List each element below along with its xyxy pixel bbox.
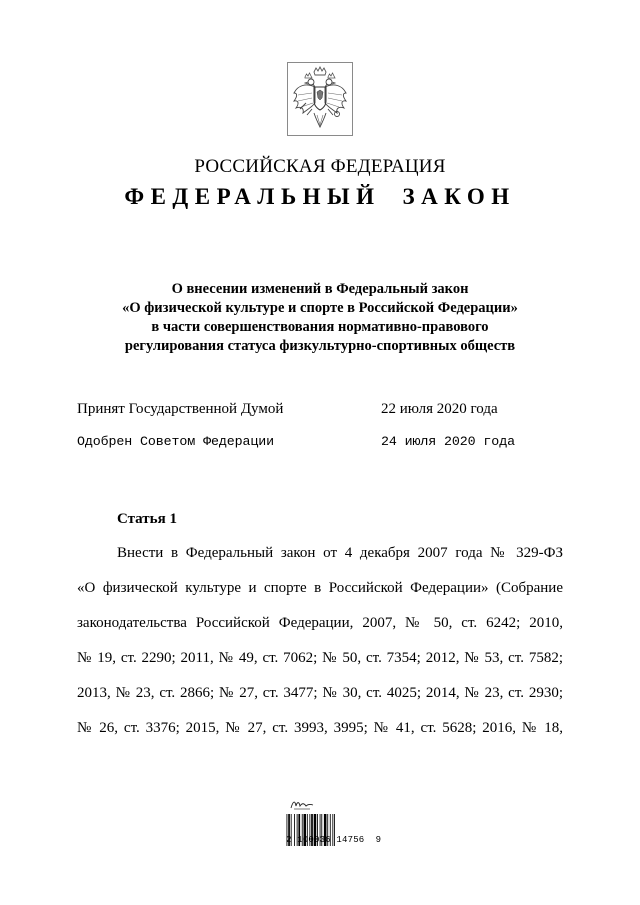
council-approval-label: Одобрен Советом Федерации [77, 434, 274, 449]
law-title-line: в части совершенствования нормативно-правового [151, 319, 489, 335]
law-title [60, 280, 580, 356]
article-text-line: № 26, ст. 3376; 2015, № 27, ст. 3993, 3995; № 41, ст. 5628; 2016, № 18, [77, 720, 563, 736]
state-emblem-icon [287, 62, 353, 136]
duma-adoption-label: Принят Государственной Думой [77, 401, 284, 417]
barcode-number: 2 100036 14756 9 [286, 835, 382, 845]
article-text-line: «О физической культуре и спорте в Российской Федерации» (Собрание [77, 580, 563, 596]
document-type-word-2: ЗАКОН [402, 184, 516, 209]
council-approval-date: 24 июля 2020 года [381, 434, 515, 449]
article-text-line: Внести в Федеральный закон от 4 декабря 2007 года № 329-ФЗ [117, 545, 563, 561]
article-text-line: № 19, ст. 2290; 2011, № 49, ст. 7062; № 50, ст. 7354; 2012, № 53, ст. 7582; [77, 650, 563, 666]
article-text-line: 2013, № 23, ст. 2866; № 27, ст. 3477; № 30, ст. 4025; 2014, № 23, ст. 2930; [77, 685, 563, 701]
handwritten-initials [289, 797, 315, 811]
law-title-line: О внесении изменений в Федеральный закон [171, 281, 469, 297]
country-name: РОССИЙСКАЯ ФЕДЕРАЦИЯ [194, 156, 446, 177]
law-title-line: «О физической культуре и спорте в Российской Федерации» [122, 300, 518, 316]
article-text-line: законодательства Российской Федерации, 2007, № 50, ст. 6242; 2010, [77, 615, 563, 631]
document-type [0, 184, 640, 210]
document-type-word-1: ФЕДЕРАЛЬНЫЙ [124, 184, 381, 209]
law-title-line: регулирования статуса физкультурно-спортивных обществ [124, 338, 516, 354]
duma-adoption-date: 22 июля 2020 года [381, 401, 498, 417]
article-heading: Статья 1 [117, 511, 177, 527]
